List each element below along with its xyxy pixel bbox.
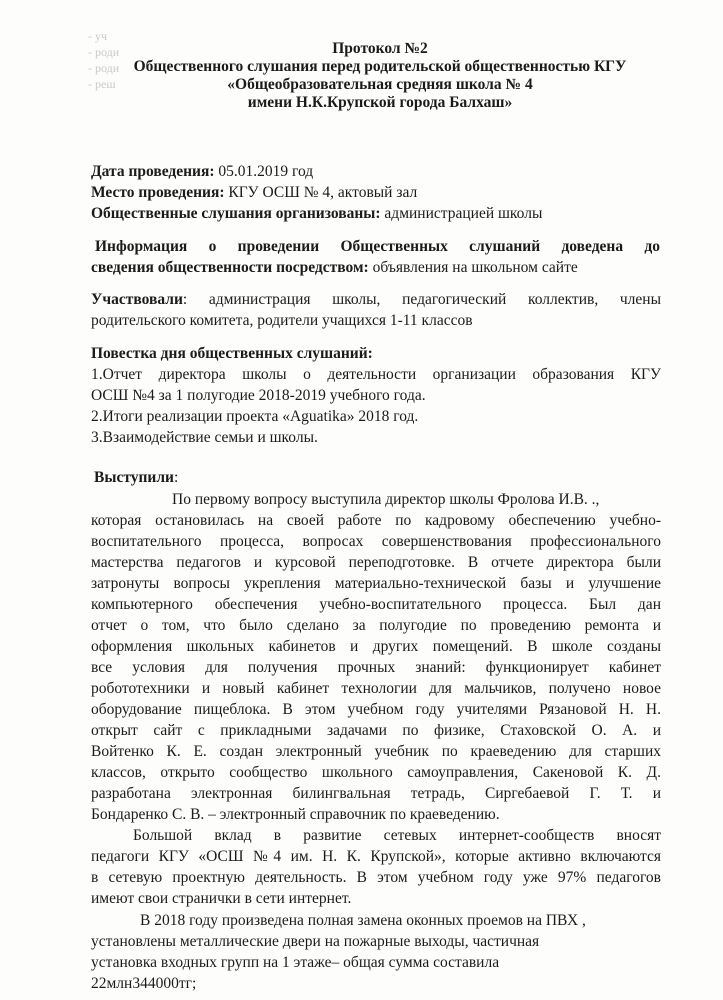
body-line: в сетевую проектную деятельность. В этом учебном году уже 97% педагогов	[91, 869, 661, 886]
body-line: Большой вклад в развитие сетевых интернет-сообществ вносят	[133, 827, 661, 844]
info-value: объявления на школьном сайте	[368, 259, 578, 276]
speakers-heading	[94, 468, 178, 488]
speakers-colon: :	[173, 469, 179, 486]
body-line: разработана электронная билингвальная тетрадь, Сиргебаевой Г. Т. и	[91, 785, 661, 802]
header-line-1: Общественного слушания перед родительской общественностью КГУ	[133, 58, 627, 75]
meta-date	[91, 162, 313, 182]
body-line: открыт сайт с прикладными задачами по физике, Стаховской О. А. и	[91, 722, 661, 739]
organized-label: Общественные слушания организованы:	[91, 205, 381, 222]
body-line: педагоги КГУ «ОСШ №4 им. Н. К. Крупской», которые активно включаются	[91, 848, 661, 865]
body-line: оформления школьных кабинетов и других помещений. В школе созданы	[91, 638, 661, 655]
organized-value: администрацией школы	[380, 205, 543, 222]
agenda-item: ОСШ №4 за 1 полугодие 2018-2019 учебного года.	[91, 387, 426, 404]
participants-label: Участвовали	[91, 291, 183, 308]
body-line: По первому вопросу выступила директор школы Фролова И.В. .,	[172, 491, 600, 508]
participants-line-2: родительского комитета, родители учащихся 1-11 классов	[91, 312, 473, 329]
protocol-title: Протокол №2	[332, 40, 428, 57]
body-line: имеют свои странички в сети интернет.	[91, 890, 352, 907]
body-line: затронуты вопросы укрепления материально-технической базы и улучшение	[91, 575, 661, 592]
info-label: сведения общественности посредством:	[91, 259, 369, 276]
header-line-3: имени Н.К.Крупской города Балхаш»	[247, 94, 513, 111]
bleed-line: - роди	[88, 61, 120, 75]
participants-value: : администрация школы, педагогический коллектив, члены	[182, 291, 661, 308]
agenda-heading: Повестка дня общественных слушаний:	[91, 345, 373, 362]
body-line: В 2018 году произведена полная замена оконных проемов на ПВХ ,	[140, 912, 586, 929]
body-line: компьютерного обеспечения учебно-воспитательного процесса. Был дан	[91, 596, 661, 613]
agenda-item: 3.Взаимодействие семьи и школы.	[91, 429, 318, 446]
agenda-item: 2.Итоги реализации проекта «Aguatika» 2018 год.	[91, 408, 419, 425]
body-line: отчет о том, что было сделано за полугодие по проведению ремонта и	[91, 617, 661, 634]
date-label: Дата проведения:	[91, 163, 215, 180]
body-line: 22млн344000тг;	[91, 975, 197, 992]
meta-organized	[91, 204, 542, 224]
info-line-1: Информация о проведении Общественных слушаний доведена до	[95, 238, 660, 255]
info-line-2	[91, 258, 578, 278]
header-line-2: «Общеобразовательная средняя школа № 4	[227, 76, 533, 93]
body-line: мастерства педагогов и курсовой переподготовке. В отчете директора были	[91, 554, 661, 571]
bleed-line: - уч	[88, 29, 108, 43]
body-line: оборудование пищеблока. В этом учебном году учителями Рязановой Н. Н.	[91, 701, 661, 718]
body-line: которая остановилась на своей работе по кадровому обеспечению учебно-	[91, 512, 661, 529]
date-value: 05.01.2019 год	[214, 163, 314, 180]
body-line: Войтенко К. Е. создан электронный учебник по краеведению для старших	[91, 743, 661, 760]
body-line: Бондаренко С. В. – электронный справочник по краеведению.	[91, 806, 500, 823]
place-value: КГУ ОСШ № 4, актовый зал	[224, 184, 418, 201]
body-line: робототехники и новый кабинет технологии для мальчиков, получено новое	[91, 680, 661, 697]
body-line: воспитательного процесса, вопросах совершенствования профессионального	[91, 533, 661, 550]
bleed-line: - реш	[88, 77, 116, 91]
participants-line-1	[91, 290, 661, 310]
bleed-line: - роди	[88, 45, 120, 59]
speakers-label: Выступили	[94, 469, 174, 486]
meta-place	[91, 183, 417, 203]
body-line: классов, открыто сообщество школьного самоуправления, Сакеновой К. Д.	[91, 764, 661, 781]
body-line: установка входных групп на 1 этаже– общая сумма составила	[91, 954, 500, 971]
agenda-item: 1.Отчет директора школы о деятельности организации образования КГУ	[91, 366, 661, 383]
body-line: установлены металлические двери на пожарные выходы, частичная	[91, 933, 540, 950]
body-line: все условия для получения прочных знаний: функционирует кабинет	[91, 659, 661, 676]
place-label: Место проведения:	[91, 184, 225, 201]
